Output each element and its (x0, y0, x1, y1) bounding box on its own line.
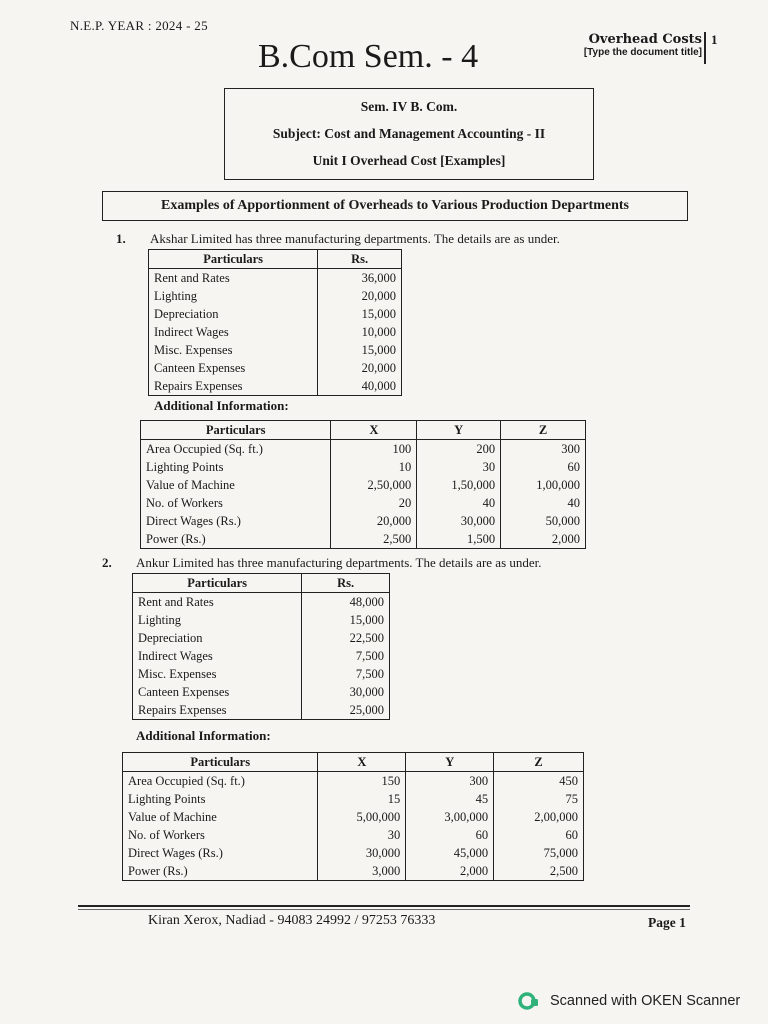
table-cell: Lighting Points (141, 458, 331, 476)
table-cell: 20,000 (318, 287, 402, 305)
footer-contact: Kiran Xerox, Nadiad - 94083 24992 / 97253 76333 (148, 913, 436, 928)
table-cell: 1,00,000 (501, 476, 586, 494)
table-cell: 1,50,000 (417, 476, 501, 494)
table-cell: 40 (417, 494, 501, 512)
additional-info-label: Additional Information: (154, 398, 289, 413)
table-header: Particulars (123, 753, 318, 772)
table-cell: 2,500 (494, 862, 584, 881)
question-number: 1. (116, 231, 126, 246)
table-header: Rs. (302, 574, 390, 593)
table-cell: 75,000 (494, 844, 584, 862)
table-cell: 50,000 (501, 512, 586, 530)
table-cell: 5,00,000 (318, 808, 406, 826)
table-header: X (331, 421, 417, 440)
table-row (149, 323, 402, 341)
table-row (133, 683, 390, 701)
table-row (123, 862, 584, 881)
table-cell: Rent and Rates (133, 593, 302, 612)
page-title: B.Com Sem. - 4 (258, 38, 479, 75)
table-row (149, 287, 402, 305)
table-cell: 30 (318, 826, 406, 844)
table-cell: 450 (494, 772, 584, 791)
table-row (149, 305, 402, 323)
table-row (141, 440, 586, 459)
table-header: Rs. (318, 250, 402, 269)
question-text: Akshar Limited has three manufacturing departments. The details are as under. (150, 231, 560, 246)
oken-scanner-icon (518, 990, 540, 1012)
running-header (556, 32, 702, 58)
table-cell: 15 (318, 790, 406, 808)
table-cell: Value of Machine (123, 808, 318, 826)
table-cell: 2,000 (406, 862, 494, 881)
table-row (141, 476, 586, 494)
footer-rule-thin (78, 909, 690, 910)
table-cell: 20 (331, 494, 417, 512)
table-row (133, 647, 390, 665)
q1-info-table (140, 420, 586, 549)
table-cell: Area Occupied (Sq. ft.) (141, 440, 331, 459)
table-header: Particulars (141, 421, 331, 440)
table-cell: 30,000 (302, 683, 390, 701)
table-cell: Canteen Expenses (133, 683, 302, 701)
additional-info-label: Additional Information: (136, 728, 271, 743)
subject-name: Subject: Cost and Management Accounting - II (272, 126, 546, 141)
scanner-label: Scanned with OKEN Scanner (550, 993, 741, 1009)
table-row (149, 377, 402, 396)
table-cell: Canteen Expenses (149, 359, 318, 377)
running-header-title: Overhead Costs (588, 32, 702, 47)
q2-info-table (122, 752, 584, 881)
table-cell: 45,000 (406, 844, 494, 862)
footer-rule (78, 905, 690, 907)
table-cell: 40 (501, 494, 586, 512)
table-cell: 30,000 (318, 844, 406, 862)
table-cell: 36,000 (318, 269, 402, 288)
table-header: Z (501, 421, 586, 440)
table-header: Y (406, 753, 494, 772)
table-row (141, 494, 586, 512)
section-title: Examples of Apportionment of Overheads to Various Production Departments (102, 191, 688, 221)
table-header: Y (417, 421, 501, 440)
q2-expenses-table (132, 573, 390, 720)
table-cell: Indirect Wages (133, 647, 302, 665)
table-row (133, 701, 390, 720)
table-cell: Value of Machine (141, 476, 331, 494)
subject-box (224, 88, 594, 180)
table-row (123, 826, 584, 844)
table-cell: 7,500 (302, 647, 390, 665)
table-cell: 40,000 (318, 377, 402, 396)
table-cell: Repairs Expenses (133, 701, 302, 720)
table-row (149, 341, 402, 359)
table-row (133, 593, 390, 612)
running-header-subtitle: [Type the document title] (583, 47, 702, 58)
table-cell: 3,00,000 (406, 808, 494, 826)
table-row (123, 790, 584, 808)
table-cell: Area Occupied (Sq. ft.) (123, 772, 318, 791)
table-row (133, 629, 390, 647)
table-row (133, 611, 390, 629)
table-cell: 15,000 (318, 305, 402, 323)
table-cell: 75 (494, 790, 584, 808)
table-cell: 15,000 (302, 611, 390, 629)
table-row (141, 530, 586, 549)
table-cell: Rent and Rates (149, 269, 318, 288)
table-row (141, 458, 586, 476)
table-cell: Power (Rs.) (141, 530, 331, 549)
table-cell: 2,50,000 (331, 476, 417, 494)
table-cell: 2,000 (501, 530, 586, 549)
table-cell: Lighting Points (123, 790, 318, 808)
table-cell: 30 (417, 458, 501, 476)
table-cell: Lighting (149, 287, 318, 305)
table-cell: 2,500 (331, 530, 417, 549)
table-cell: Direct Wages (Rs.) (123, 844, 318, 862)
table-row (123, 808, 584, 826)
table-cell: No. of Workers (123, 826, 318, 844)
table-cell: Misc. Expenses (133, 665, 302, 683)
subject-semester: Sem. IV B. Com. (360, 99, 458, 114)
table-cell: No. of Workers (141, 494, 331, 512)
q1-expenses-table (148, 249, 402, 396)
table-cell: 20,000 (331, 512, 417, 530)
table-cell: 48,000 (302, 593, 390, 612)
table-cell: 10,000 (318, 323, 402, 341)
table-cell: 45 (406, 790, 494, 808)
table-cell: 7,500 (302, 665, 390, 683)
question-number: 2. (102, 555, 112, 570)
question-text: Ankur Limited has three manufacturing departments. The details are as under. (136, 555, 542, 570)
table-cell: Lighting (133, 611, 302, 629)
table-cell: 1,500 (417, 530, 501, 549)
table-cell: 60 (494, 826, 584, 844)
footer-page-number: Page 1 (648, 915, 686, 930)
table-row (141, 512, 586, 530)
table-row (149, 359, 402, 377)
table-cell: 300 (501, 440, 586, 459)
table-row (133, 665, 390, 683)
nep-year: N.E.P. YEAR : 2024 - 25 (70, 18, 208, 33)
table-cell: 100 (331, 440, 417, 459)
table-header: Particulars (149, 250, 318, 269)
table-cell: 10 (331, 458, 417, 476)
table-cell: Direct Wages (Rs.) (141, 512, 331, 530)
table-cell: 60 (501, 458, 586, 476)
table-cell: 25,000 (302, 701, 390, 720)
header-page-number: 1 (711, 32, 718, 47)
subject-unit: Unit I Overhead Cost [Examples] (312, 153, 506, 168)
table-cell: 60 (406, 826, 494, 844)
table-cell: Misc. Expenses (149, 341, 318, 359)
table-header: X (318, 753, 406, 772)
table-cell: Repairs Expenses (149, 377, 318, 396)
table-cell: 150 (318, 772, 406, 791)
table-cell: Depreciation (133, 629, 302, 647)
table-cell: Depreciation (149, 305, 318, 323)
table-cell: Indirect Wages (149, 323, 318, 341)
table-cell: 2,00,000 (494, 808, 584, 826)
table-row (149, 269, 402, 288)
scanner-watermark (518, 990, 740, 1012)
table-row (123, 772, 584, 791)
table-cell: 30,000 (417, 512, 501, 530)
table-cell: 300 (406, 772, 494, 791)
table-header: Particulars (133, 574, 302, 593)
table-header: Z (494, 753, 584, 772)
table-cell: 22,500 (302, 629, 390, 647)
table-row (123, 844, 584, 862)
table-cell: Power (Rs.) (123, 862, 318, 881)
table-cell: 20,000 (318, 359, 402, 377)
table-cell: 15,000 (318, 341, 402, 359)
table-cell: 3,000 (318, 862, 406, 881)
table-cell: 200 (417, 440, 501, 459)
header-divider (704, 32, 706, 64)
